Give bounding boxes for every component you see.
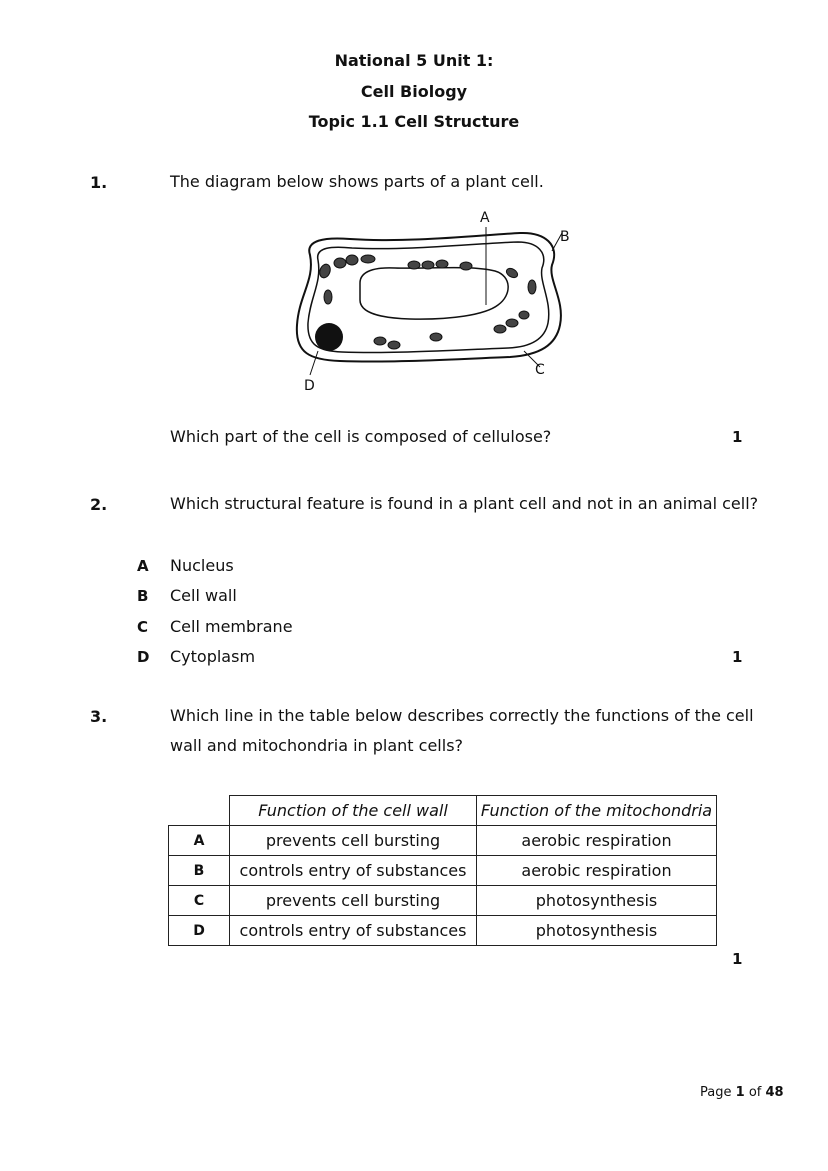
row-wall-function: prevents cell bursting xyxy=(230,886,477,916)
row-mito-function: aerobic respiration xyxy=(477,826,717,856)
option-text-a: Nucleus xyxy=(170,556,234,575)
option-letter-a: A xyxy=(137,557,149,575)
row-letter: A xyxy=(169,826,230,856)
unit-title: National 5 Unit 1: xyxy=(334,51,494,70)
row-letter: B xyxy=(169,856,230,886)
option-text-c: Cell membrane xyxy=(170,617,293,636)
row-wall-function: controls entry of substances xyxy=(230,856,477,886)
question-2-marks: 1 xyxy=(732,648,743,666)
table-header-row xyxy=(169,796,717,826)
question-2-text: Which structural feature is found in a plant cell and not in an animal cell? xyxy=(170,494,759,513)
option-letter-b: B xyxy=(137,587,149,605)
unit-subtitle: Cell Biology xyxy=(360,82,468,101)
table-row xyxy=(169,826,717,856)
diagram-label-c: C xyxy=(535,362,545,378)
question-3-text-line2: wall and mitochondria in plant cells? xyxy=(170,736,464,755)
page-word: Page xyxy=(700,1085,732,1100)
diagram-label-a: A xyxy=(480,210,490,226)
row-mito-function: photosynthesis xyxy=(477,916,717,946)
answer-table xyxy=(168,795,717,946)
question-1-intro: The diagram below shows parts of a plant cell. xyxy=(170,172,544,191)
header-mitochondria: Function of the mitochondria xyxy=(477,796,717,826)
option-letter-c: C xyxy=(137,618,149,636)
row-letter: C xyxy=(169,886,230,916)
row-mito-function: aerobic respiration xyxy=(477,856,717,886)
option-text-b: Cell wall xyxy=(170,586,237,605)
topic-title: Topic 1.1 Cell Structure xyxy=(308,112,520,131)
page-current: 1 xyxy=(735,1085,745,1100)
row-wall-function: controls entry of substances xyxy=(230,916,477,946)
option-text-d: Cytoplasm xyxy=(170,647,256,666)
question-1-text: Which part of the cell is composed of cellulose? xyxy=(170,427,552,446)
question-3-marks: 1 xyxy=(732,950,743,968)
nucleus xyxy=(315,323,343,351)
question-1-marks: 1 xyxy=(732,428,743,446)
option-letter-d: D xyxy=(137,648,150,666)
page-total: 48 xyxy=(765,1085,784,1100)
question-3-number: 3. xyxy=(90,707,108,726)
diagram-label-d: D xyxy=(304,378,315,394)
header-cell-wall: Function of the cell wall xyxy=(230,796,477,826)
of-word: of xyxy=(748,1085,762,1100)
row-letter: D xyxy=(169,916,230,946)
row-wall-function: prevents cell bursting xyxy=(230,826,477,856)
page-number xyxy=(700,1085,784,1100)
table-row xyxy=(169,886,717,916)
table-row xyxy=(169,916,717,946)
diagram-label-b: B xyxy=(560,229,570,245)
question-1-number: 1. xyxy=(90,173,108,192)
row-mito-function: photosynthesis xyxy=(477,886,717,916)
question-2-number: 2. xyxy=(90,495,108,514)
question-3-text-line1: Which line in the table below describes correctly the functions of the cell xyxy=(170,706,754,725)
table-row xyxy=(169,856,717,886)
table-corner xyxy=(169,796,230,826)
